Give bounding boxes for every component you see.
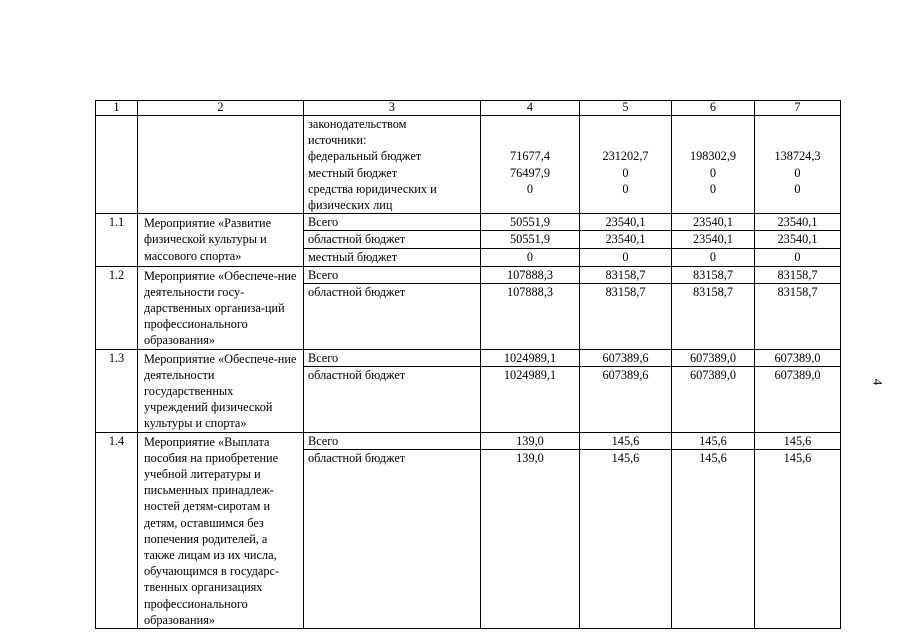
value-cell: 198302,9 0 0 — [672, 116, 755, 214]
value-cell: 71677,4 76497,9 0 — [481, 116, 580, 214]
header-cell: 2 — [138, 101, 304, 116]
code-cell — [96, 116, 138, 214]
value-cell: 607389,0 — [672, 367, 755, 432]
source-label: областной бюджет — [304, 450, 481, 629]
table-header-row — [96, 101, 841, 116]
value-cell: 23540,1 — [672, 214, 755, 231]
funding-sources-cell — [304, 116, 481, 214]
page-number: 4 — [870, 378, 886, 386]
source-label: областной бюджет — [304, 231, 481, 249]
header-cell: 4 — [481, 101, 580, 116]
description-cell: Мероприятие «Обеспече-ние деятельности государственных учреждений физической культуры и спорта» — [138, 349, 304, 432]
value-cell: 139,0 — [481, 432, 580, 449]
value-cell: 23540,1 — [580, 231, 672, 249]
source-line: физических лиц — [308, 197, 393, 212]
value-cell: 23540,1 — [755, 214, 841, 231]
description-cell: Мероприятие «Развитие физической культуры и массового спорта» — [138, 214, 304, 266]
value-cell: 145,6 — [672, 450, 755, 629]
continuation-row — [96, 116, 841, 214]
value-cell: 50551,9 — [481, 214, 580, 231]
code-cell: 1.1 — [96, 214, 138, 266]
value-cell: 145,6 — [755, 450, 841, 629]
value-cell: 0 — [672, 249, 755, 266]
description-cell — [138, 116, 304, 214]
header-cell: 6 — [672, 101, 755, 116]
value-cell: 83158,7 — [755, 266, 841, 284]
table-row — [96, 432, 841, 449]
value-cell: 83158,7 — [672, 266, 755, 284]
value-cell: 139,0 — [481, 450, 580, 629]
value-cell: 607389,6 — [580, 367, 672, 432]
value-cell: 83158,7 — [672, 284, 755, 349]
value-cell: 107888,3 — [481, 284, 580, 349]
code-cell: 1.4 — [96, 432, 138, 628]
value-cell: 1024989,1 — [481, 367, 580, 432]
value-cell: 0 — [580, 249, 672, 266]
value-cell: 23540,1 — [755, 231, 841, 249]
code-cell: 1.2 — [96, 266, 138, 349]
source-label: областной бюджет — [304, 284, 481, 349]
value-cell: 145,6 — [580, 450, 672, 629]
value-cell: 607389,0 — [755, 349, 841, 367]
source-label: местный бюджет — [304, 249, 481, 266]
code-cell: 1.3 — [96, 349, 138, 432]
source-line: федеральный бюджет — [308, 149, 422, 164]
value-cell: 1024989,1 — [481, 349, 580, 367]
value-cell: 83158,7 — [755, 284, 841, 349]
value-cell: 607389,0 — [755, 367, 841, 432]
description-cell: Мероприятие «Выплата пособия на приобретение учебной литературы и письменных принадлеж-ностей детям-сиротам и детям, оставшимся без попечения родителей, а также лицам из их числа, обучающимся в государс-твенных организациях профессионального образования» — [138, 432, 304, 628]
table-row — [96, 349, 841, 367]
table-row — [96, 214, 841, 231]
value-cell: 231202,7 0 0 — [580, 116, 672, 214]
source-line: средства юридических и — [308, 181, 437, 196]
source-label: Всего — [304, 349, 481, 367]
value-cell: 607389,0 — [672, 349, 755, 367]
value-cell: 23540,1 — [580, 214, 672, 231]
value-cell: 0 — [755, 249, 841, 266]
budget-table — [95, 100, 841, 629]
value-cell: 50551,9 — [481, 231, 580, 249]
source-label: областной бюджет — [304, 367, 481, 432]
source-label: Всего — [304, 214, 481, 231]
source-line: источники: — [308, 133, 367, 148]
header-cell: 7 — [755, 101, 841, 116]
value-cell: 145,6 — [755, 432, 841, 449]
value-cell: 145,6 — [672, 432, 755, 449]
description-cell: Мероприятие «Обеспече-ние деятельности госу-дарственных организа-ций профессионального образования» — [138, 266, 304, 349]
source-label: Всего — [304, 266, 481, 284]
value-cell: 138724,3 0 0 — [755, 116, 841, 214]
value-cell: 0 — [481, 249, 580, 266]
source-label: Всего — [304, 432, 481, 449]
source-line: законодательством — [308, 117, 407, 131]
value-cell: 607389,6 — [580, 349, 672, 367]
table-row — [96, 266, 841, 284]
value-cell: 145,6 — [580, 432, 672, 449]
header-cell: 1 — [96, 101, 138, 116]
source-line: местный бюджет — [308, 165, 398, 180]
value-cell: 107888,3 — [481, 266, 580, 284]
value-cell: 83158,7 — [580, 266, 672, 284]
value-cell: 83158,7 — [580, 284, 672, 349]
value-cell: 23540,1 — [672, 231, 755, 249]
header-cell: 3 — [304, 101, 481, 116]
header-cell: 5 — [580, 101, 672, 116]
